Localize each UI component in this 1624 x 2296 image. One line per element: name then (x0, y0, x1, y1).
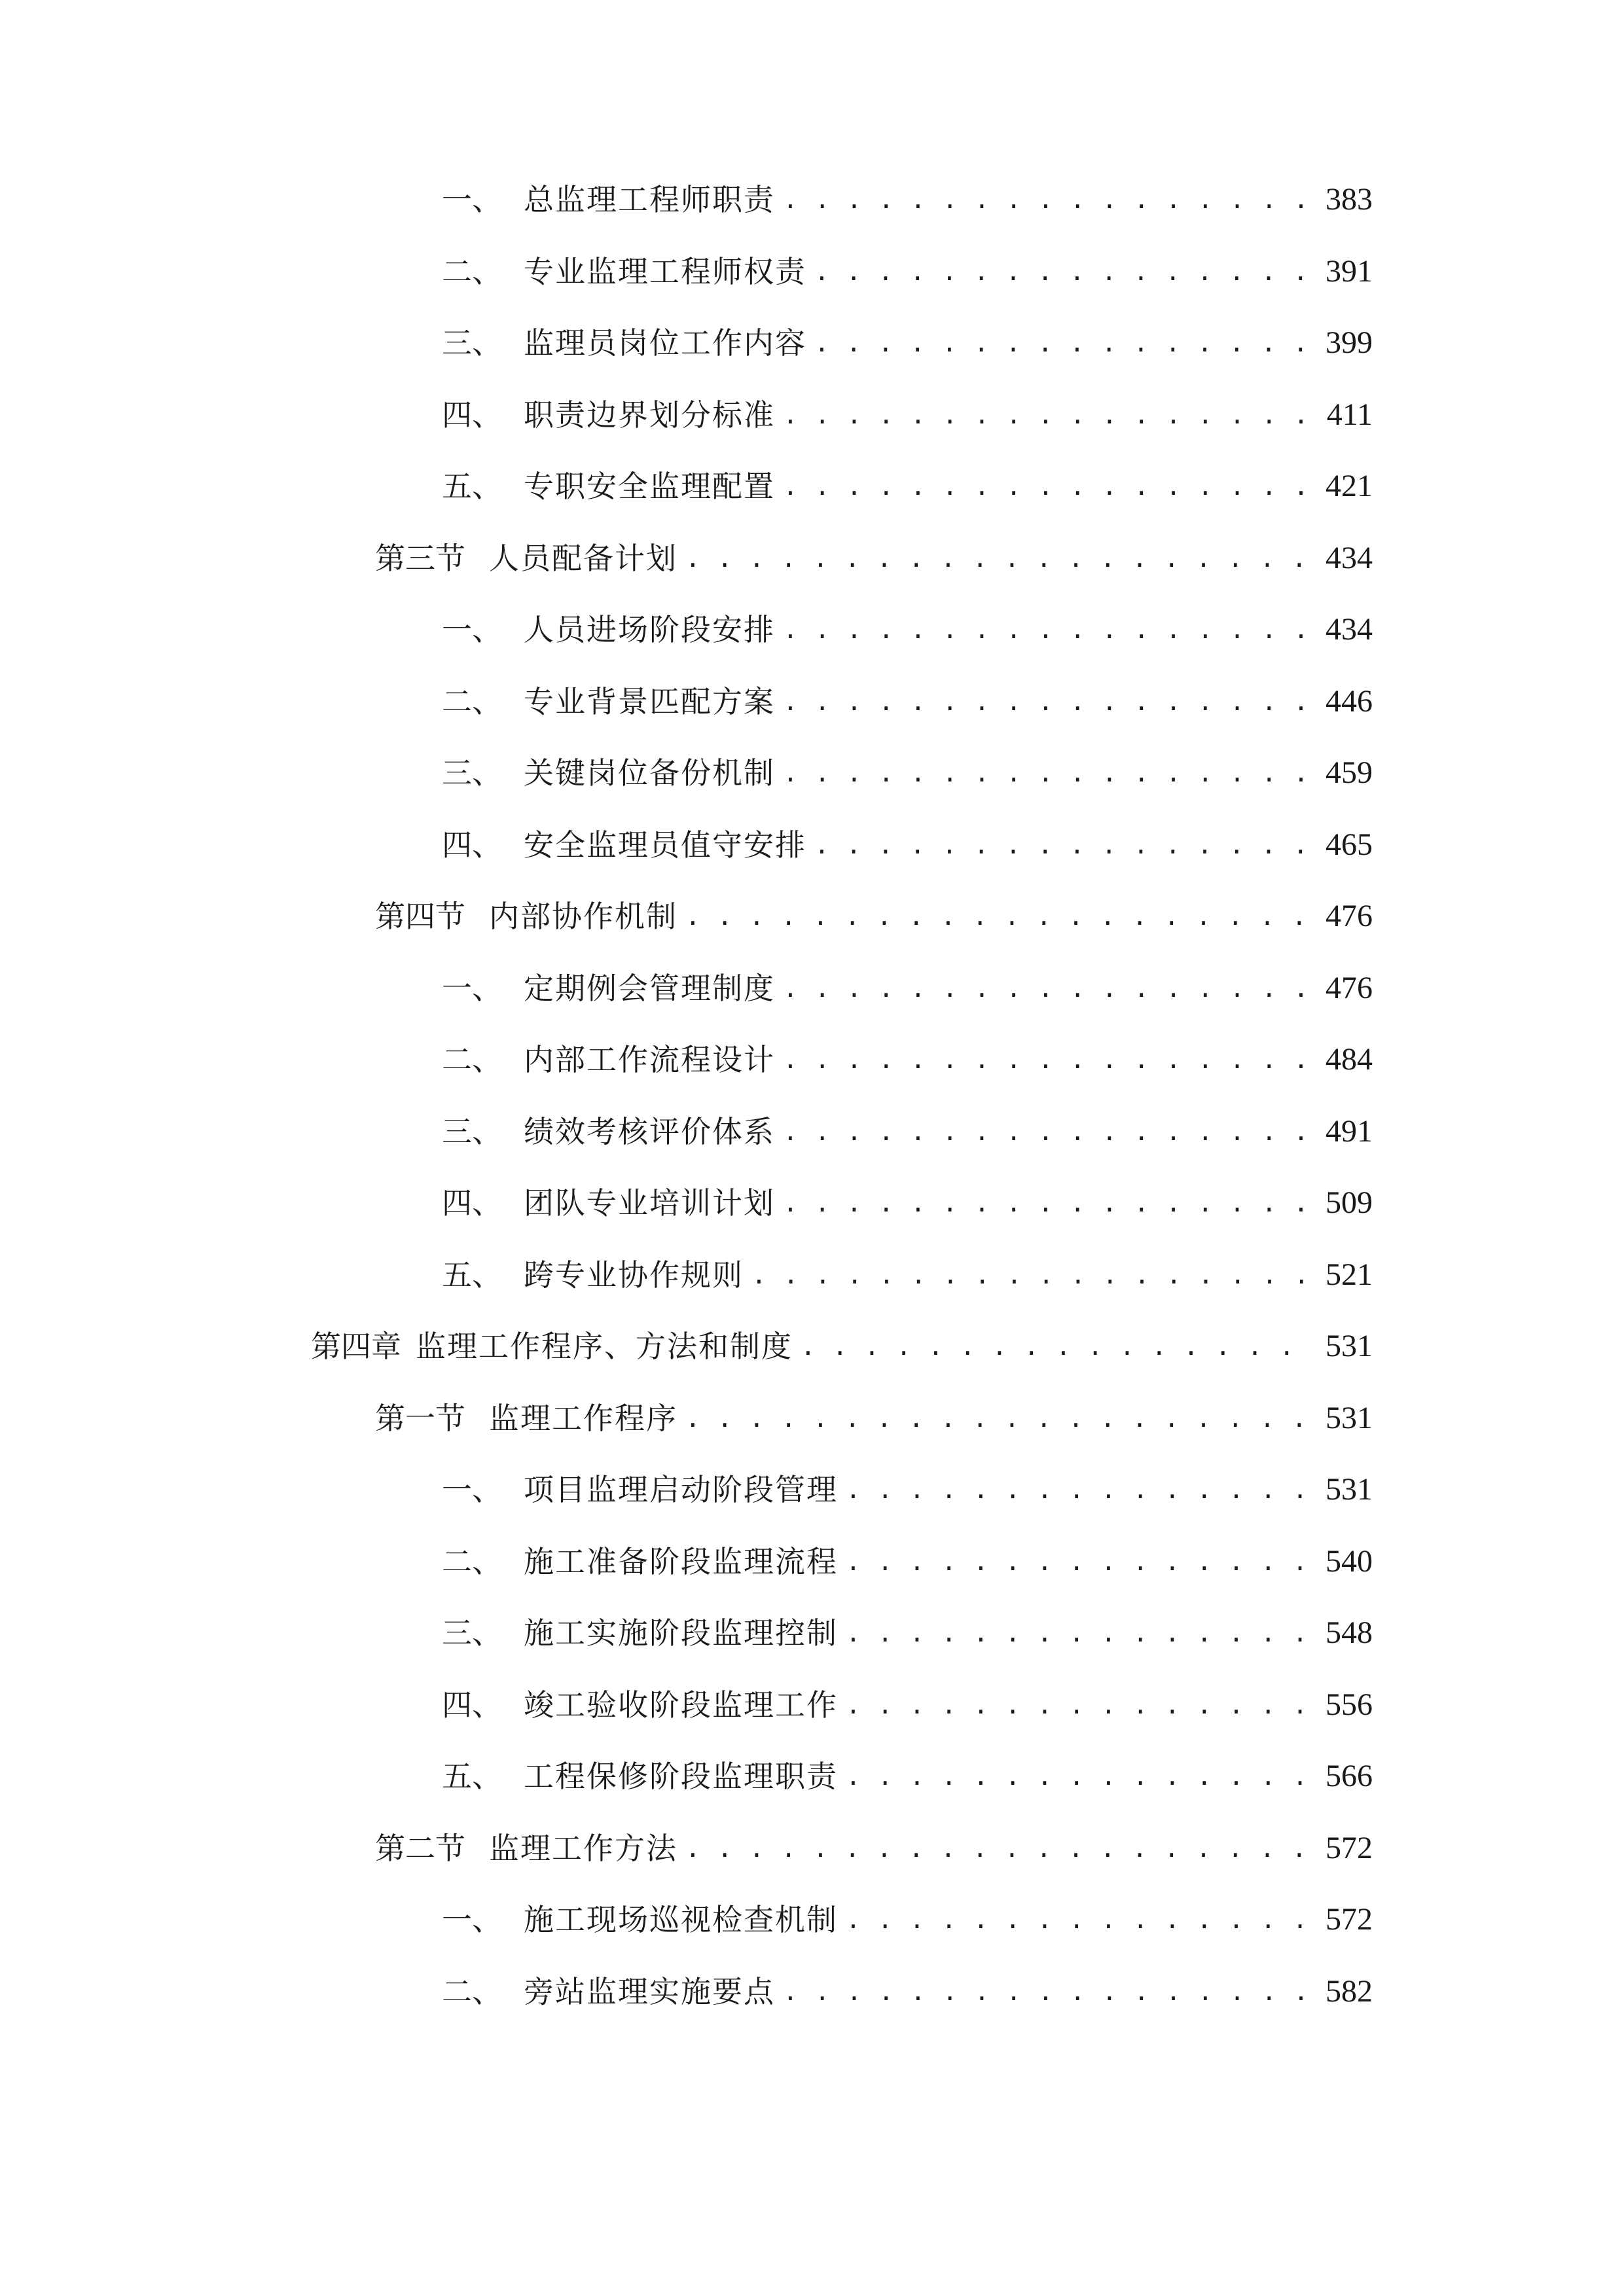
toc-entry-number: 第四章 (311, 1329, 401, 1364)
toc-entry-item[interactable] (442, 1183, 1373, 1223)
toc-entry-number: 二、 (442, 1042, 502, 1077)
toc-entry-number: 一、 (442, 1472, 502, 1507)
toc-entry-number: 第一节 (375, 1401, 465, 1436)
toc-dot-leader (846, 1613, 1311, 1653)
toc-entry-number: 一、 (442, 971, 502, 1006)
toc-entry-number: 二、 (442, 1974, 502, 2009)
toc-entry-title: 总监理工程师职责 (524, 182, 775, 217)
toc-entry-number: 二、 (442, 254, 502, 289)
toc-entry-number: 五、 (442, 1257, 502, 1293)
toc-entry-title: 团队专业培训计划 (524, 1185, 775, 1221)
toc-entry-page-number: 548 (1326, 1615, 1373, 1650)
toc-entry-title: 监理工作方法 (489, 1831, 677, 1866)
toc-entry-item[interactable] (442, 969, 1373, 1008)
toc-entry-number: 五、 (442, 1759, 502, 1794)
toc-entry-title: 内部工作流程设计 (524, 1042, 775, 1077)
toc-dot-leader (846, 1757, 1311, 1796)
toc-entry-section[interactable] (375, 897, 1373, 936)
toc-entry-number: 三、 (442, 325, 502, 361)
toc-entry-item[interactable] (442, 825, 1373, 865)
toc-entry-title: 旁站监理实施要点 (524, 1974, 775, 2009)
toc-entry-number: 五、 (442, 469, 502, 504)
toc-dot-leader (783, 467, 1311, 506)
toc-entry-number: 四、 (442, 1185, 502, 1221)
toc-entry-number: 一、 (442, 612, 502, 647)
toc-entry-title: 竣工验收阶段监理工作 (524, 1687, 838, 1723)
toc-entry-number: 四、 (442, 827, 502, 863)
toc-entry-page-number: 446 (1326, 684, 1373, 719)
toc-entry-page-number: 572 (1326, 1902, 1373, 1937)
toc-entry-title: 内部协作机制 (489, 899, 677, 934)
toc-entry-section[interactable] (375, 1399, 1373, 1438)
toc-entry-title: 工程保修阶段监理职责 (524, 1759, 838, 1794)
toc-dot-leader (685, 1829, 1311, 1868)
toc-dot-leader (685, 1399, 1311, 1438)
toc-entry-number: 三、 (442, 755, 502, 791)
toc-entry-item[interactable] (442, 1255, 1373, 1295)
toc-dot-leader (783, 1972, 1311, 2011)
toc-entry-section[interactable] (375, 1829, 1373, 1868)
toc-entry-title: 专职安全监理配置 (524, 469, 775, 504)
toc-entry-item[interactable] (442, 1972, 1373, 2011)
toc-entry-number: 第四节 (375, 899, 465, 934)
toc-entry-item[interactable] (442, 1040, 1373, 1079)
toc-entry-item[interactable] (442, 1900, 1373, 1939)
toc-entry-page-number: 572 (1326, 1831, 1373, 1865)
toc-dot-leader (783, 610, 1311, 649)
toc-dot-leader (685, 539, 1311, 578)
toc-dot-leader (783, 753, 1311, 793)
toc-entry-title: 人员配备计划 (489, 541, 677, 576)
toc-entry-title: 职责边界划分标准 (524, 397, 775, 433)
toc-entry-item[interactable] (442, 395, 1373, 435)
toc-entry-page-number: 521 (1326, 1257, 1373, 1292)
toc-dot-leader (783, 969, 1311, 1008)
toc-entry-title: 关键岗位备份机制 (524, 755, 775, 791)
toc-entry-page-number: 540 (1326, 1544, 1373, 1579)
toc-entry-item[interactable] (442, 1470, 1373, 1509)
toc-dot-leader (814, 825, 1311, 865)
toc-entry-title: 监理员岗位工作内容 (524, 325, 806, 361)
toc-entry-number: 二、 (442, 684, 502, 719)
toc-dot-leader (783, 395, 1311, 435)
toc-entry-item[interactable] (442, 1757, 1373, 1796)
toc-entry-page-number: 434 (1326, 541, 1373, 575)
toc-entry-page-number: 411 (1326, 397, 1373, 432)
toc-entry-page-number: 484 (1326, 1042, 1373, 1077)
toc-entry-page-number: 383 (1326, 182, 1373, 217)
toc-dot-leader (846, 1470, 1311, 1509)
toc-entry-page-number: 434 (1326, 612, 1373, 647)
toc-entry-page-number: 531 (1326, 1472, 1373, 1507)
toc-entry-page-number: 582 (1326, 1974, 1373, 2009)
toc-dot-leader (783, 1040, 1311, 1079)
toc-entry-number: 三、 (442, 1114, 502, 1149)
toc-entry-number: 第二节 (375, 1831, 465, 1866)
toc-entry-title: 施工实施阶段监理控制 (524, 1615, 838, 1651)
toc-entry-page-number: 556 (1326, 1687, 1373, 1722)
toc-entry-item[interactable] (442, 610, 1373, 649)
toc-entry-title: 人员进场阶段安排 (524, 612, 775, 647)
toc-entry-page-number: 476 (1326, 899, 1373, 933)
toc-entry-item[interactable] (442, 1112, 1373, 1151)
toc-entry-page-number: 391 (1326, 254, 1373, 289)
toc-entry-page-number: 476 (1326, 971, 1373, 1005)
toc-entry-title: 专业背景匹配方案 (524, 684, 775, 719)
toc-entry-page-number: 459 (1326, 755, 1373, 790)
toc-entry-title: 项目监理启动阶段管理 (524, 1472, 838, 1507)
toc-entry-page-number: 491 (1326, 1114, 1373, 1149)
toc-dot-leader (751, 1255, 1311, 1295)
toc-entry-page-number: 421 (1326, 469, 1373, 503)
toc-entry-number: 四、 (442, 1687, 502, 1723)
toc-entry-chapter[interactable] (311, 1327, 1373, 1366)
toc-entry-section[interactable] (375, 539, 1373, 578)
toc-entry-item[interactable] (442, 1685, 1373, 1725)
toc-entry-item[interactable] (442, 1613, 1373, 1653)
toc-entry-item[interactable] (442, 753, 1373, 793)
toc-dot-leader (783, 1112, 1311, 1151)
toc-dot-leader (685, 897, 1311, 936)
toc-dot-leader (814, 252, 1311, 291)
toc-entry-item[interactable] (442, 323, 1373, 363)
toc-entry-title: 跨专业协作规则 (524, 1257, 744, 1293)
toc-dot-leader (846, 1900, 1311, 1939)
toc-entry-item[interactable] (442, 180, 1373, 219)
toc-entry-number: 一、 (442, 1902, 502, 1937)
toc-entry-title: 监理工作程序、方法和制度 (416, 1329, 793, 1364)
toc-dot-leader (783, 1183, 1311, 1223)
toc-entry-item[interactable] (442, 1542, 1373, 1581)
toc-entry-page-number: 465 (1326, 827, 1373, 862)
toc-entry-item[interactable] (442, 467, 1373, 506)
toc-dot-leader (846, 1685, 1311, 1725)
toc-dot-leader (783, 180, 1311, 219)
toc-entry-page-number: 399 (1326, 325, 1373, 360)
toc-entry-title: 定期例会管理制度 (524, 971, 775, 1006)
toc-entry-title: 专业监理工程师权责 (524, 254, 806, 289)
toc-dot-leader (814, 323, 1311, 363)
toc-entry-number: 二、 (442, 1544, 502, 1579)
toc-entry-number: 一、 (442, 182, 502, 217)
toc-entry-number: 第三节 (375, 541, 465, 576)
toc-entry-item[interactable] (442, 682, 1373, 721)
toc-entry-page-number: 531 (1326, 1401, 1373, 1435)
toc-entry-item[interactable] (442, 252, 1373, 291)
toc-entry-page-number: 566 (1326, 1759, 1373, 1793)
toc-entry-number: 四、 (442, 397, 502, 433)
toc-dot-leader (783, 682, 1311, 721)
toc-entry-title: 监理工作程序 (489, 1401, 677, 1436)
toc-entry-page-number: 531 (1326, 1329, 1373, 1363)
toc-entry-title: 施工现场巡视检查机制 (524, 1902, 838, 1937)
toc-dot-leader (801, 1327, 1311, 1366)
toc-entry-title: 安全监理员值守安排 (524, 827, 806, 863)
toc-entry-number: 三、 (442, 1615, 502, 1651)
toc-entry-title: 施工准备阶段监理流程 (524, 1544, 838, 1579)
toc-entry-title: 绩效考核评价体系 (524, 1114, 775, 1149)
toc-dot-leader (846, 1542, 1311, 1581)
toc-entry-page-number: 509 (1326, 1185, 1373, 1220)
